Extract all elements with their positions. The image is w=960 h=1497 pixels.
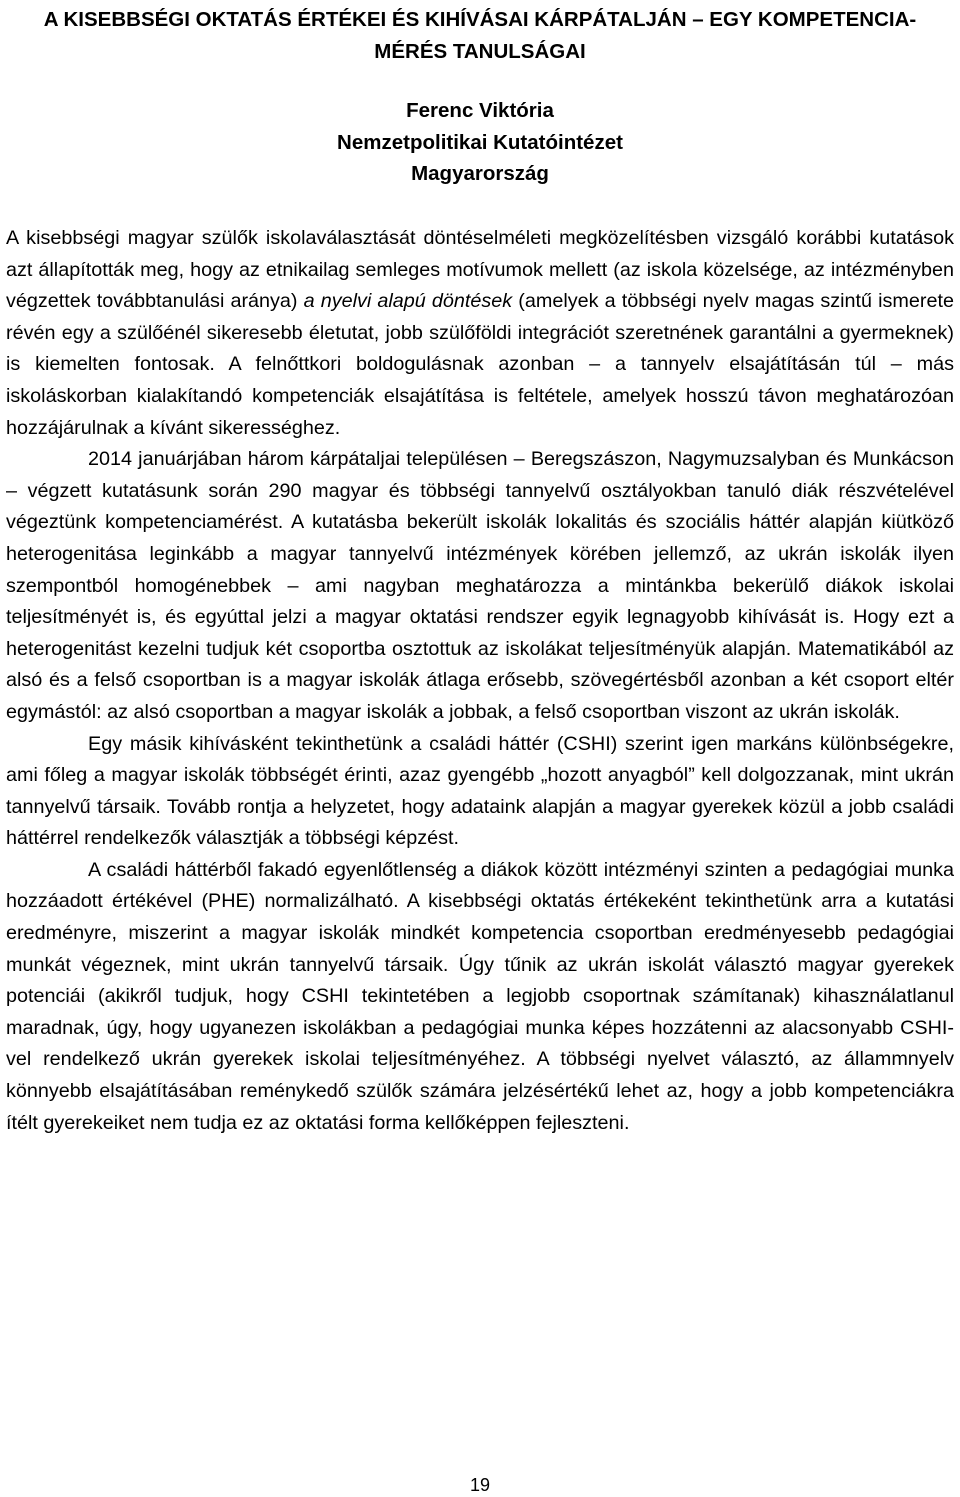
paragraph (6, 223, 954, 444)
author-institution: Nemzetpolitikai Kutatóintézet (337, 130, 623, 154)
emphasis-text: a nyelvi alapú döntések (303, 290, 513, 313)
paragraph: Egy másik kihívásként tekinthetünk a családi háttér (CSHI) szerint igen markáns különbségekre, ami főleg a magyar iskolák többségét érinti, azaz gyengébb „hozott anyagból” kell dolgozzanak, mint ukrán tannyelvű társaik. Tovább rontja a helyzetet, hogy adataink alapján a magyar gyerekek közül a jobb családi háttérrel rendelkezők választják a többségi képzést. (6, 732, 954, 850)
author-name: Ferenc Viktória (406, 99, 554, 122)
paragraph-text: A kisebbségi magyar szülők iskolaválasztását döntéselméleti megközelítésben vizsgáló korábbi kutatások azt állapították meg, hogy az etnikailag semleges motívumok mellett (az iskola közelsége, az intézményben végzettek továbbtanulási aránya) (6, 227, 954, 313)
paragraph: A családi háttérből fakadó egyenlőtlenség a diákok között intézményi szinten a pedagógiai munka hozzáadott értékével (PHE) normalizálható. A kisebbségi oktatás értékeként tekinthetünk arra a kutatási eredményre, miszerint a magyar iskolák mindkét kompetencia csoportban eredményesebb pedagógiai munkát végeznek, mint ukrán tannyelvű társaik. Úgy tűnik az ukrán iskolát választó magyar gyerekek potenciái (akikről tudjuk, hogy CSHI tekintetében a legjobb csoportnak számítanak) kihasználatlanul maradnak, úgy, hogy ugyanezen iskolákban a pedagógiai munka képes hozzátenni az alacsonyabb CSHI-vel rendelkező ukrán gyerekek iskolai teljesítményéhez. A többségi nyelvet választó, az állammnyelv könnyebb elsajátításában reménykedő szülők számára jelzésértékű lehet az, hogy a jobb kompetenciákra ítélt gyerekeiket nem tudja ez az oktatási forma kellőképpen fejleszteni. (6, 858, 954, 1134)
article-title: A KISEBBSÉGI OKTATÁS ÉRTÉKEI ÉS KIHÍVÁSAI KÁRPÁTALJÁN – EGY KOMPETENCIA-MÉRÉS TANULSÁGAI (43, 8, 917, 63)
paragraph-text: (amelyek a többségi nyelv magas szintű ismerete révén egy a szülőénél sikeresebb életutat, jobb szülőföldi integrációt szeretnének garantálni a gyermeknek) is kiemelten fontosak. A felnőttkori boldogulásnak azonban – a tannyelv elsajátításán túl – más iskoláskorban kialakítandó kompetenciák elsajátítása is feltétele, amelyek hosszú távon meghatározóan hozzájárulnak a kívánt sikerességhez. (6, 290, 954, 439)
abstract-body (6, 223, 954, 1139)
paragraph: 2014 januárjában három kárpátaljai településen – Beregszászon, Nagymuzsalyban és Munkácson – végzett kutatásunk során 290 magyar és többségi tannyelvű osztályokban tanuló diák részvételével végeztünk kompetenciamérést. A kutatásba bekerült iskolák lokalitás és szociális háttér alapján kiütköző heterogenitása leginkább a magyar tannyelvű intézmények körében jellemző, az ukrán iskolák ilyen szempontból homogénebbek – ami nagyban meghatározza a mintánkba bekerülő diákok iskolai teljesítményét is, és egyúttal jelzi a magyar oktatási rendszer egyik legnagyobb kihívását is. Hogy ezt a heterogenitást kezelni tudjuk két csoportba osztottuk az iskolákat teljesítményük alapján. Matematikából az alsó és a felső csoportban is a magyar iskolák átlaga erősebb, szövegértésből azonban a két csoport eltér egymástól: az alsó csoportban a magyar iskolák a jobbak, a felső csoportban viszont az ukrán iskolák. (6, 448, 954, 723)
page-number: 19 (469, 1475, 491, 1495)
author-country: Magyarország (411, 162, 549, 185)
author-block (6, 95, 954, 190)
